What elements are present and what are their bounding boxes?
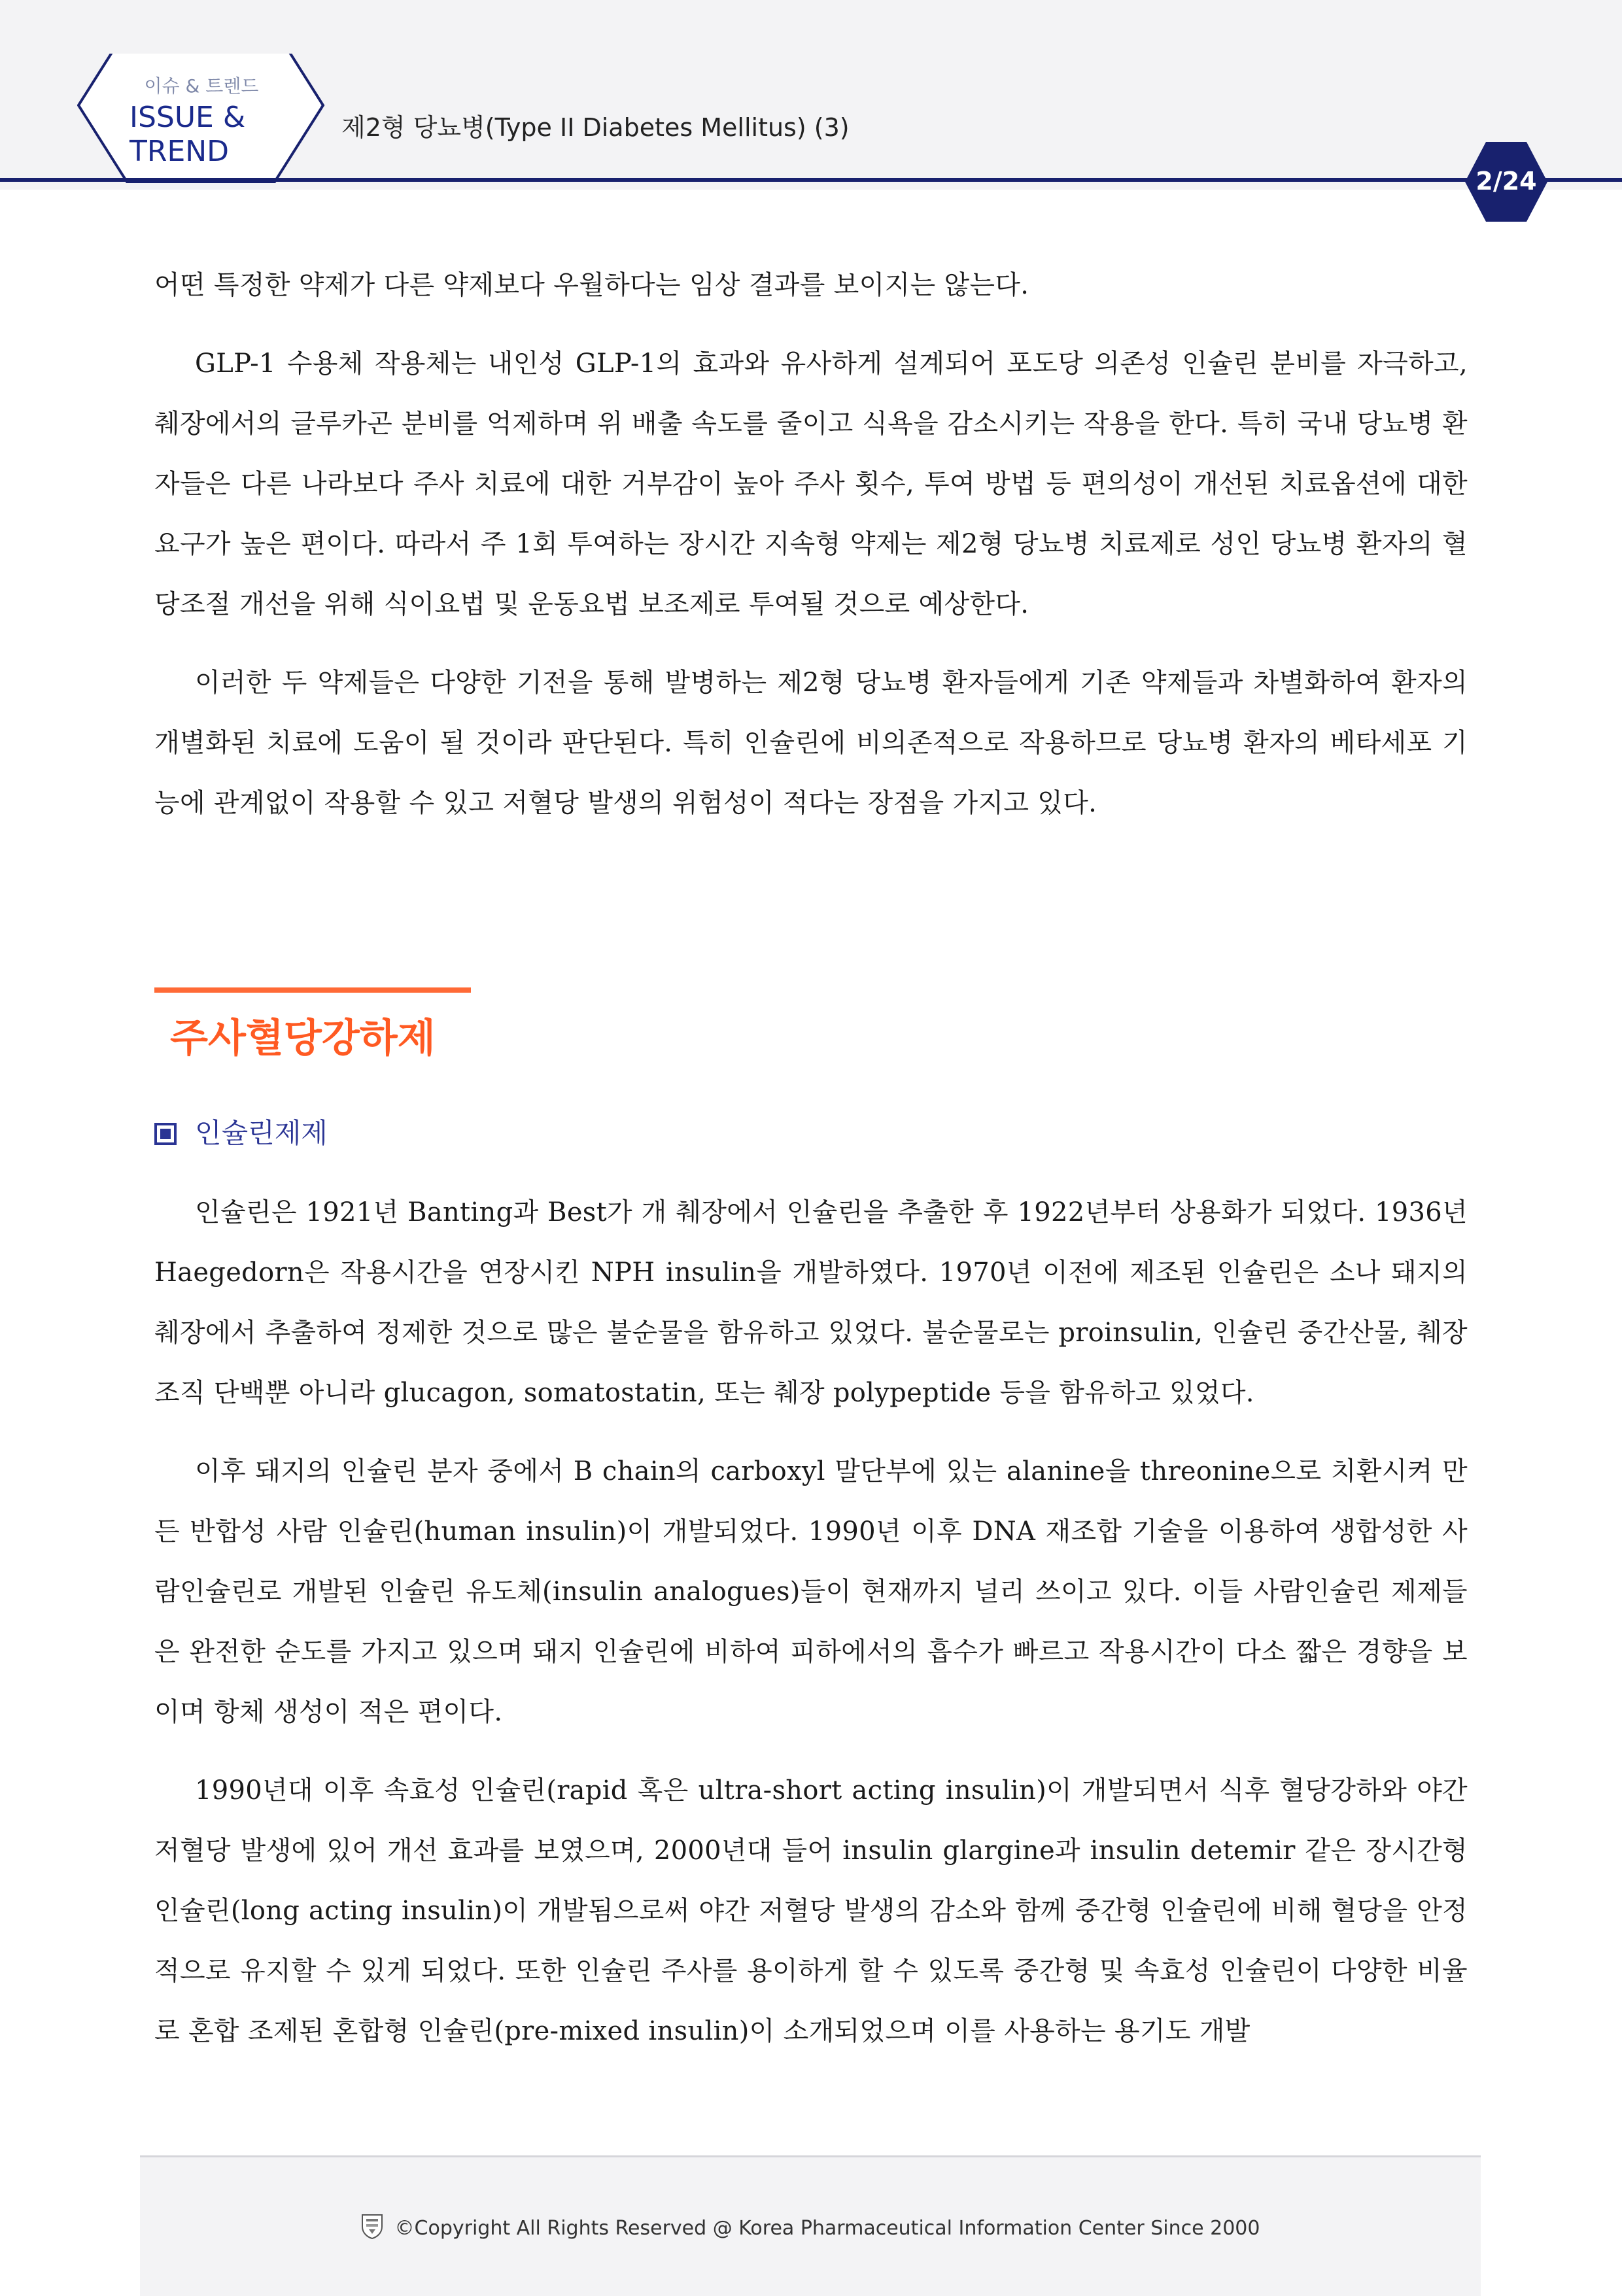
document-title: 제2형 당뇨병(Type II Diabetes Mellitus) (3) [341,113,850,142]
logo-subtitle: 이슈 & 트렌드 [144,75,259,97]
logo-wordmark [129,101,245,169]
section-title: 주사혈당강하제 [170,1016,436,1061]
body-text-lower [154,1182,1468,2080]
section-accent-bar [154,987,471,993]
page-number-badge [1464,139,1549,224]
paragraph: 이후 돼지의 인슐린 분자 중에서 B chain의 carboxyl 말단부에 있는 alanine을 threonine으로 치환시켜 만든 반합성 사람 인슐린(human insulin)이 개발되었다. 1990년 이후 DNA 재조합 기술을 이용하여 생합성한 사람인슐린로 개발된 인슐린 유도체(insulin analogues)들이 현재까지 널리 쓰이고 있다. 이들 사람인슐린 제제들은 완전한 순도를 가지고 있으며 돼지 인슐린에 비하여 피하에서의 흡수가 빠르고 작용시간이 다소 짧은 경향을 보이며 항체 생성이 적은 편이다. [154,1456,1468,1727]
crest-icon [361,2214,383,2240]
section-heading [154,987,471,1063]
square-bullet-icon [154,1123,177,1145]
issue-trend-logo [77,27,326,183]
paragraph: 1990년대 이후 속효성 인슐린(rapid 혹은 ultra-short acting insulin)이 개발되면서 식후 혈당강하와 야간 저혈당 발생에 있어 개선 효과를 보였으며, 2000년대 들어 insulin glargine과 insulin detemir 같은 장시간형 인슐린(long acting insulin)이 개발됨으로써 야간 저혈당 발생의 감소와 함께 중간형 인슐린에 비해 혈당을 안정적으로 유지할 수 있게 되었다. 또한 인슐린 주사를 용이하게 할 수 있도록 중간형 및 속효성 인슐린이 다양한 비율로 혼합 조제된 혼합형 인슐린(pre-mixed insulin)이 소개되었으며 이를 사용하는 용기도 개발 [154,1775,1468,2046]
page-footer [140,2155,1481,2296]
footer-copyright: ©Copyright All Rights Reserved @ Korea Pharmaceutical Information Center Since 2000 [394,2217,1260,2240]
paragraph: 어떤 특정한 약제가 다른 약제보다 우월하다는 임상 결과를 보이지는 않는다. [154,270,1029,300]
paragraph: 인슐린은 1921년 Banting과 Best가 개 췌장에서 인슐린을 추출한 후 1922년부터 상용화가 되었다. 1936년 Haegedorn은 작용시간을 연장시킨 NPH insulin을 개발하였다. 1970년 이전에 제조된 인슐린은 소나 돼지의 췌장에서 추출하여 정제한 것으로 많은 불순물을 함유하고 있었다. 불순물로는 proinsulin, 인슐린 중간산물, 췌장 조직 단백뿐 아니라 glucagon, somatostatin, 또는 췌장 polypeptide 등을 함유하고 있었다. [154,1197,1468,1408]
logo-line-1: ISSUE & [129,101,246,134]
body-text-upper [154,255,1468,851]
page-number: 2/24 [1475,167,1537,196]
page-header [0,0,1622,196]
header-divider [0,178,1622,182]
logo-line-2: TREND [129,135,230,168]
subsection-title: 인슐린제제 [195,1117,328,1149]
subsection-heading [154,1112,328,1151]
paragraph: GLP-1 수용체 작용체는 내인성 GLP-1의 효과와 유사하게 설계되어 포도당 의존성 인슐린 분비를 자극하고, 췌장에서의 글루카곤 분비를 억제하며 위 배출 속도를 줄이고 식욕을 감소시키는 작용을 한다. 특히 국내 당뇨병 환자들은 다른 나라보다 주사 치료에 대한 거부감이 높아 주사 횟수, 투여 방법 등 편의성이 개선된 치료옵션에 대한 요구가 높은 편이다. 따라서 주 1회 투여하는 장시간 지속형 약제는 제2형 당뇨병 치료제로 성인 당뇨병 환자의 혈당조절 개선을 위해 식이요법 및 운동요법 보조제로 투여될 것으로 예상한다. [154,349,1468,619]
footer-copyright-row [140,2214,1481,2240]
paragraph: 이러한 두 약제들은 다양한 기전을 통해 발병하는 제2형 당뇨병 환자들에게 기존 약제들과 차별화하여 환자의 개별화된 치료에 도움이 될 것이라 판단된다. 특히 인슐린에 비의존적으로 작용하므로 당뇨병 환자의 베타세포 기능에 관계없이 작용할 수 있고 저혈당 발생의 위험성이 적다는 장점을 가지고 있다. [154,668,1468,818]
